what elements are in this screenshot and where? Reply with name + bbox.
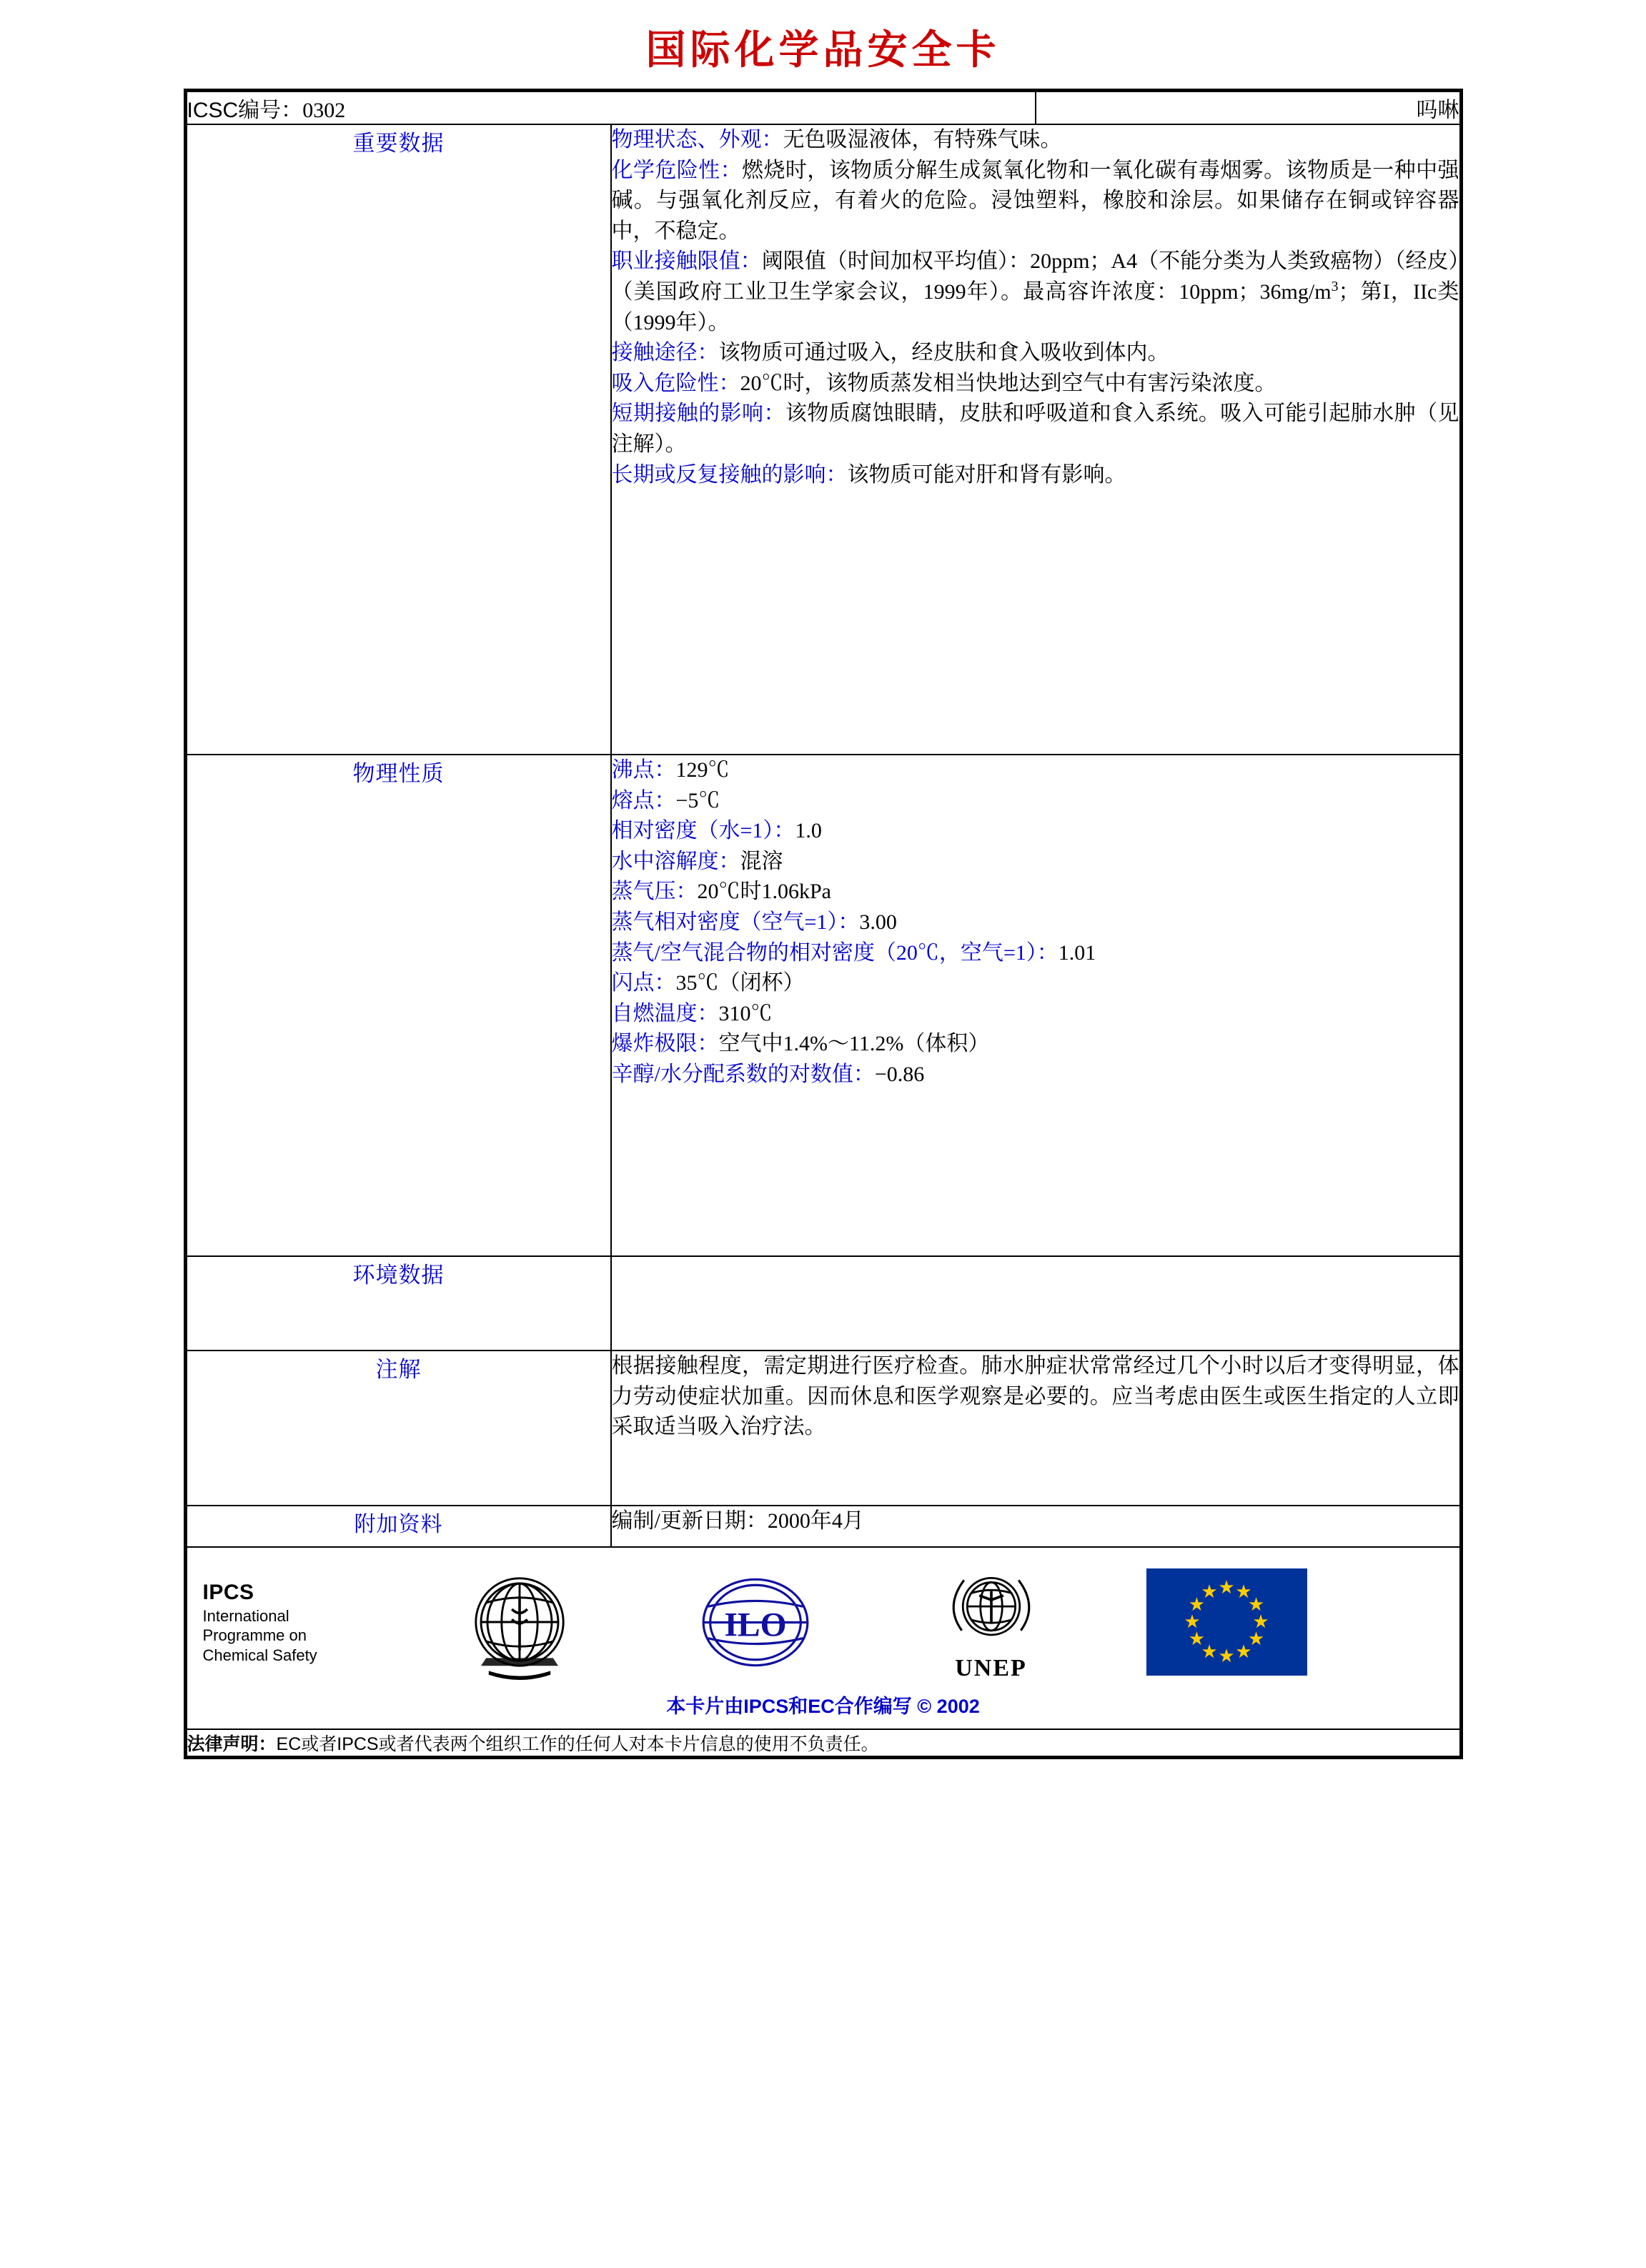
legal-notice [187,1729,1460,1756]
term-routes-of-exposure: 接触途径： [611,341,719,365]
credit-line [187,1689,1459,1729]
environmental-data-content [611,1256,1460,1351]
value-relative-density: 1.0 [795,819,822,843]
physical-properties-content [611,755,1460,1256]
important-data-item [612,369,1459,399]
section-label-environmental-data: 环境数据 [187,1256,611,1351]
text-short-term-effects: 该物质腐蚀眼睛，皮肤和呼吸道和食入系统。吸入可能引起肺水肿（见注解）。 [611,402,1459,456]
property-item [612,755,1459,786]
term-auto-ignition-temperature: 自燃温度： [611,1001,719,1025]
value-octanol-water-coefficient: −0.86 [874,1062,925,1086]
value-flash-point: 35℃（闭杯） [675,971,805,995]
important-data-item [612,125,1459,156]
legal-text: EC或者IPCS或者代表两个组织工作的任何人对本卡片信息的使用不负责任。 [276,1734,879,1754]
text-physical-state: 无色吸湿液体，有特殊气味。 [783,128,1062,151]
chemical-name-cell: 吗啉 [1036,91,1460,124]
eu-star-icon: ★ [1247,1628,1265,1649]
ipcs-wordmark [187,1579,402,1665]
environmental-data-row [187,1256,1460,1351]
notes-row [187,1351,1460,1506]
section-label-important-data: 重要数据 [187,124,611,755]
term-vapour-pressure: 蒸气压： [611,880,698,904]
eu-star-icon: ★ [1235,1641,1252,1662]
eu-flag-logo [1109,1568,1345,1676]
eu-star-icon: ★ [1188,1628,1206,1649]
text-inhalation-risk: 20℃时，该物质蒸发相当快地达到空气中有害污染浓度。 [740,371,1276,395]
eu-flag [1146,1568,1307,1676]
section-label-additional: 附加资料 [187,1506,611,1547]
important-data-item [612,247,1459,338]
text-occupational-limits-pre: 阈限值（时间加权平均值）：20ppm；A4（不能分类为人类致癌物）（经皮）（美国政府工业卫生学家会议，1999年）。最高容许浓度：10ppm；36mg/m [611,249,1459,304]
eu-star-icon: ★ [1252,1611,1269,1632]
important-data-content [611,124,1460,755]
ipcs-acronym: IPCS [202,1581,254,1604]
eu-star-icon: ★ [1235,1581,1252,1603]
value-melting-point: −5℃ [675,788,720,812]
important-data-item [612,460,1459,491]
footer-logos-row [187,1547,1460,1729]
footer-cell [187,1547,1460,1729]
section-label-notes: 注解 [187,1351,611,1506]
notes-content: 根据接触程度，需定期进行医疗检查。肺水肿症状常常经过几个小时以后才变得明显，体力劳动使症状加重。因而休息和医学观察是必要的。应当考虑由医生或医生指定的人立即采取适当吸入治疗法。 [611,1351,1460,1506]
property-item [612,907,1459,938]
who-logo [402,1558,638,1686]
eu-star-icon: ★ [1218,1577,1235,1598]
credit-text: 本卡片由IPCS和EC合作编写 © 2002 [666,1696,980,1717]
value-boiling-point: 129℃ [675,758,730,782]
ipcs-line-chemical-safety: Chemical Safety [202,1646,317,1664]
term-relative-density: 相对密度（水=1）： [611,819,795,843]
ipcs-line-programme: Programme on [202,1626,307,1644]
term-flash-point: 闪点： [611,971,676,995]
value-auto-ignition-temperature: 310℃ [718,1001,773,1025]
term-occupational-limits: 职业接触限值： [611,249,762,274]
eu-star-icon: ★ [1201,1641,1218,1662]
icsc-number: 0302 [302,99,346,122]
icsc-number-cell [187,91,1036,124]
important-data-row [187,124,1460,755]
card-table [186,91,1461,1757]
property-item [612,1060,1459,1090]
text-chemical-dangers: 燃烧时，该物质分解生成氮氧化物和一氧化碳有毒烟雾。该物质是一种中强碱。与强氧化剂反应，有着火的危险。浸蚀塑料，橡胶和涂层。如果储存在铜或锌容器中，不稳定。 [611,158,1459,243]
term-explosive-limits: 爆炸极限： [611,1032,719,1056]
additional-info-row [187,1506,1460,1547]
value-vapour-relative-density: 3.00 [859,910,897,934]
term-long-term-effects: 长期或反复接触的影响： [611,462,848,487]
safety-card [184,89,1463,1759]
term-chemical-dangers: 化学危险性： [611,158,743,182]
eu-star-icon: ★ [1218,1646,1235,1666]
logo-strip [187,1548,1459,1689]
term-inhalation-risk: 吸入危险性： [611,371,740,395]
legal-row [187,1729,1460,1756]
value-vapour-air-mixture-density: 1.01 [1058,940,1096,965]
text-routes-of-exposure: 该物质可通过吸入，经皮肤和食入吸收到体内。 [718,341,1169,365]
term-water-solubility: 水中溶解度： [611,849,740,873]
eu-star-icon: ★ [1201,1581,1218,1603]
value-vapour-pressure: 20℃时1.06kPa [697,880,831,904]
term-short-term-effects: 短期接触的影响： [611,402,785,426]
term-vapour-relative-density: 蒸气相对密度（空气=1）： [611,910,860,934]
property-item [612,1029,1459,1060]
unep-label: UNEP [955,1654,1027,1681]
term-melting-point: 熔点： [611,788,676,812]
important-data-item [612,338,1459,369]
eu-star-icon: ★ [1184,1611,1201,1632]
card-header-row [187,91,1460,124]
ilo-logo [638,1563,873,1681]
value-water-solubility: 混溶 [740,849,783,873]
term-octanol-water-coefficient: 辛醇/水分配系数的对数值： [611,1062,875,1086]
additional-info-content: 编制/更新日期：2000年4月 [611,1506,1460,1547]
eu-star-icon: ★ [1247,1594,1265,1615]
ipcs-line-international: International [202,1606,289,1625]
property-item [612,999,1459,1030]
property-item [612,968,1459,999]
eu-star-icon: ★ [1188,1594,1206,1615]
icsc-label: ICSC编号： [187,99,303,122]
unep-logo [873,1563,1109,1682]
important-data-item [612,156,1459,247]
property-item [612,786,1459,817]
text-long-term-effects: 该物质可能对肝和肾有影响。 [847,462,1126,487]
text-occupational-limits-post: ；第I，IIc类（1999年）。 [611,279,1459,334]
value-explosive-limits: 空气中1.4%～11.2%（体积） [718,1032,990,1056]
text-occupational-limits-sup: 3 [1331,278,1339,294]
property-item [612,877,1459,907]
property-item [612,847,1459,877]
term-vapour-air-mixture-density: 蒸气/空气混合物的相对密度（20℃，空气=1）： [611,940,1059,965]
term-physical-state: 物理状态、外观： [611,128,783,151]
page-title: 国际化学品安全卡 [645,29,1001,73]
property-item [612,816,1459,847]
physical-properties-row [187,755,1460,1256]
term-boiling-point: 沸点： [611,758,676,782]
important-data-item [612,399,1459,459]
legal-label: 法律声明： [187,1734,277,1754]
property-item [612,938,1459,969]
svg-text:ILO: ILO [723,1606,787,1643]
section-label-physical-properties: 物理性质 [187,755,611,1256]
